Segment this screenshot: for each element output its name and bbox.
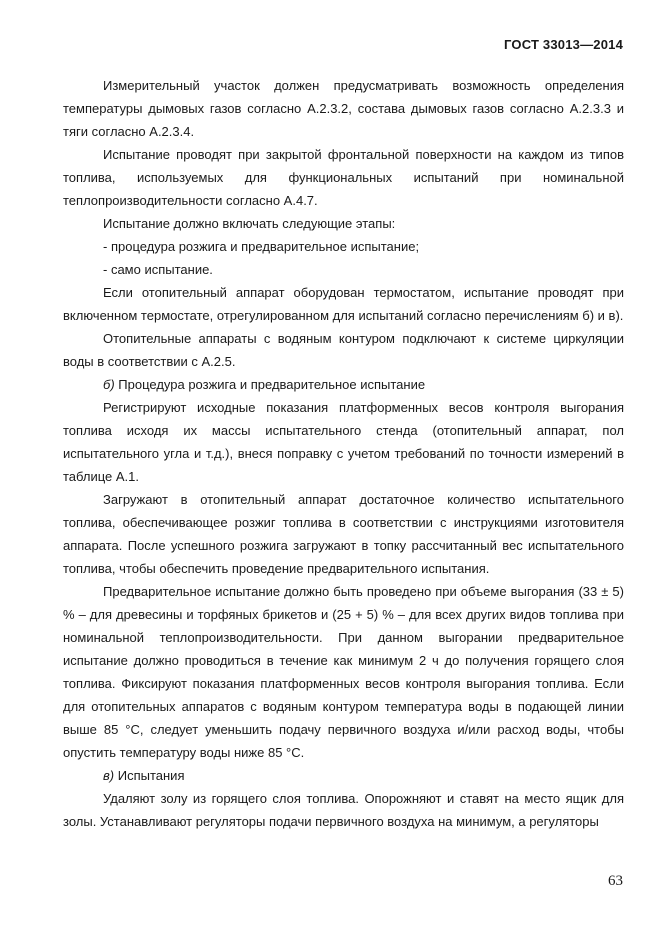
paragraph-water-circuit: Отопительные аппараты с водяным контуром подключают к системе циркуляции воды в соответствии с А.2.5. xyxy=(63,331,624,369)
section-marker-v: в) xyxy=(103,768,115,783)
paragraph-fuel-loading: Загружают в отопительный аппарат достаточное количество испытательного топлива, обеспечивающее розжиг топлива в соответствии с инструкциями изготовителя аппарата. После успешного розжига загружают в топку рассчитанный вес испытательного топлива, чтобы обеспечить проведение предварительного испытания. xyxy=(63,492,624,576)
paragraph-ash-removal: Удаляют золу из горящего слоя топлива. Опорожняют и ставят на место ящик для золы. Устанавливают регуляторы подачи первичного воздуха на минимум, а регуляторы xyxy=(63,791,624,829)
paragraph-test-stages-intro: Испытание должно включать следующие этапы: xyxy=(103,216,396,231)
section-heading-tests xyxy=(63,764,624,787)
list-item-ignition-procedure: - процедура розжига и предварительное испытание; xyxy=(103,239,420,254)
document-header-standard: ГОСТ 33013—2014 xyxy=(504,37,623,52)
section-marker-b: б) xyxy=(103,377,115,392)
list-item-test-itself: - само испытание. xyxy=(103,262,213,277)
document-body xyxy=(63,74,624,833)
page-number: 63 xyxy=(608,873,623,889)
paragraph-measurement-section: Измерительный участок должен предусматривать возможность определения температуры дымовых газов согласно А.2.3.2, состава дымовых газов согласно А.2.3.3 и тяги согласно А.2.3.4. xyxy=(63,78,624,139)
paragraph-scale-readings: Регистрируют исходные показания платформенных весов контроля выгорания топлива исходя их массы испытательного стенда (отопительный аппарат, пол испытательного угла и т.д.), внеся поправку с учетом требований по точности измерений в таблице А.1. xyxy=(63,400,624,484)
paragraph-thermostat: Если отопительный аппарат оборудован термостатом, испытание проводят при включенном термостате, отрегулированном для испытаний согласно перечислениям б) и в). xyxy=(63,285,624,323)
section-title-tests: Испытания xyxy=(114,768,185,783)
section-title-ignition: Процедура розжига и предварительное испытание xyxy=(114,377,426,392)
paragraph-preliminary-test: Предварительное испытание должно быть проведено при объеме выгорания (33 ± 5) % – для древесины и торфяных брикетов и (25 + 5) % – для всех других видов топлива при номинальной теплопроизводительности. При данном выгорании предварительное испытание должно проводиться в течение как минимум 2 ч до получения горящего слоя топлива. Фиксируют показания платформенных весов контроля выгорания топлива. Если для отопительных аппаратов с водяным контуром температура воды в подающей линии выше 85 °С, следует уменьшить подачу первичного воздуха и/или расход воды, чтобы опустить температуру воды ниже 85 °С. xyxy=(63,584,624,760)
paragraph-test-conditions: Испытание проводят при закрытой фронтальной поверхности на каждом из типов топлива, используемых для функциональных испытаний при номинальной теплопроизводительности согласно А.4.7. xyxy=(63,147,624,208)
section-heading-ignition xyxy=(63,373,624,396)
